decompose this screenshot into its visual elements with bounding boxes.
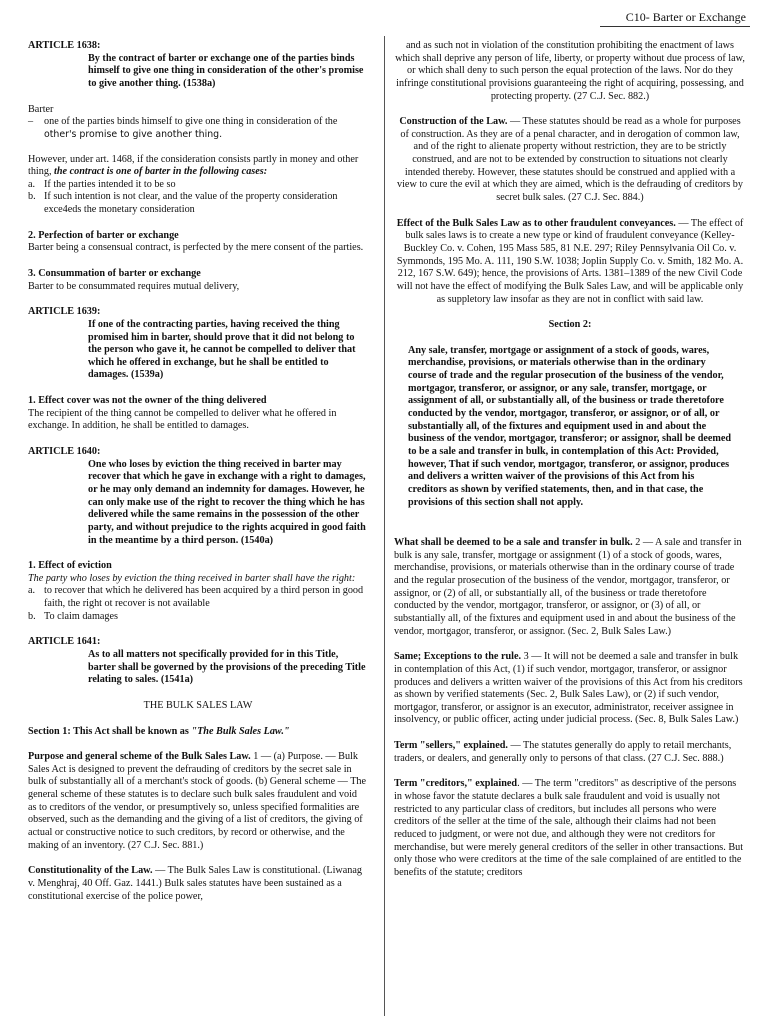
effect-cover-section [28, 395, 368, 433]
list-marker: b. [28, 191, 36, 203]
left-column [28, 40, 368, 903]
constitutionality-title: Constitutionality of the Law. [28, 865, 153, 877]
article-body: By the contract of barter or exchange one of the parties binds himself to give one thing in consideration of the other's promise to give another thing. (1538a) [88, 52, 364, 89]
article-1639 [28, 306, 368, 382]
article-1641 [28, 636, 368, 687]
eviction-body: The party who loses by eviction the thing received in barter shall have the right: [28, 572, 356, 584]
effect-paragraph [394, 218, 746, 306]
article-title: ARTICLE 1638: [28, 40, 101, 51]
purpose-title: Purpose and general scheme of the Bulk Sales Law. [28, 751, 251, 763]
continued-paragraph: and as such not in violation of the constitution prohibiting the enactment of laws which shall deprive any person of life, liberty, or property without due process of law, or which shall deny to such person the equal protection of the laws. Nor do they infringe constitutional provisions guaranteeing the right of acquiring, possessing, and protecting property. (27 C.J. Sec. 882.) [395, 40, 745, 102]
creditors-title: Term "creditors," explained [394, 778, 518, 790]
what-shall-body: 2 — A sale and transfer in bulk is any sale, transfer, mortgage or assignment (1) of a stock of goods, wares, merchandise, provisions, or materials otherwise than in the ordinary course of trade and the regular prosecution of the business of the vendor, mortgagor, transferor, or assignor, or (2) of all, or substantially all, of the business or trade theretofore conducted by the vendor, mortgagor, transferor, or assignor, or (3) of all, or substantially all, of the fixtures and equipment used in and about the business of the vendor, mortgagor, transferor, or assignor. (Sec. 2, Bulk Sales Law.) [394, 537, 742, 637]
perfection-body: Barter being a consensual contract, is perfected by the mere consent of the parties. [28, 242, 364, 254]
article-body: If one of the contracting parties, having received the thing promised him in barter, should prove that it did not belong to the person who gave it, he cannot be compelled to deliver that which he offered in exchange, but he shall be entitled to damages. (1539a) [88, 318, 356, 381]
effect-cover-body: The recipient of the thing cannot be compelled to deliver what he offered in exchange. In addition, he shall be entitled to damages. [28, 407, 337, 432]
list-item [28, 585, 368, 610]
page-header-title: C10- Barter or Exchange [625, 10, 746, 24]
constitutionality-paragraph [28, 865, 368, 903]
construction-paragraph [394, 116, 746, 204]
purpose-paragraph [28, 751, 368, 852]
section-1-name: "The Bulk Sales Law." [191, 725, 290, 737]
consummation-section [28, 268, 368, 293]
creditors-body: . — The term "creditors" as descriptive of the persons in whose favor the statute declares a bulk sale fraudulent and void is usually not restricted to any particular class of creditors, but includes all persons who were creditors of the seller at the time of the sale, although their claims had not been reduced to judgment, or were not due, and although they were not creditors for merchandise, but were merely general creditors of the seller in other transactions. But only those who were creditors at the time of the sale complained of are entitled to the benefits of the statute; creditors [394, 778, 744, 878]
right-column [394, 40, 746, 880]
list-text: If such intention is not clear, and the value of the property consideration exce4eds the monetary consideration [44, 191, 338, 216]
effect-cover-title: 1. Effect cover was not the owner of the thing delivered [28, 395, 267, 407]
however-emphasis: the contract is one of barter in the following cases: [54, 166, 268, 178]
exceptions-title: Same; Exceptions to the rule. [394, 651, 522, 663]
sellers-body: — The statutes generally do apply to retail merchants, traders, or dealers, and generally only to persons of that class. (27 C.J. Sec. 888.) [394, 740, 732, 764]
list-marker: b. [28, 610, 36, 622]
construction-title: Construction of the Law. [399, 116, 508, 128]
article-body: As to all matters not specifically provided for in this Title, barter shall be governed by the provisions of the preceding Title relating to sales. (1541a) [88, 649, 366, 686]
list-item [28, 611, 368, 624]
effect-title: Effect of the Bulk Sales Law as to other fraudulent conveyances. [396, 217, 676, 229]
bulk-sales-law-title: THE BULK SALES LAW [143, 699, 253, 711]
article-1640 [28, 446, 368, 547]
eviction-title: 1. Effect of eviction [28, 560, 112, 572]
list-item [28, 191, 368, 216]
purpose-body: 1 — (a) Purpose. — Bulk Sales Act is designed to prevent the defrauding of creditors by the secret sale in bulk of substantially all of a merchant's stock of goods. (b) General scheme — The general scheme of these statutes is to declare such bulk sales fraudulent and void as to creditors of the vendor, or presumptively so, unless specified formalities are observed, such as the demanding and the giving of a list of creditors, the giving of actual or constructive notice to such creditors, by record or otherwise, and the making of an inventory. (27 C.J. Sec. 881.) [28, 751, 367, 851]
list-text: To claim damages [44, 610, 118, 622]
list-marker: a. [28, 585, 36, 597]
eviction-section [28, 560, 368, 623]
barter-def-text: one of the parties binds himself to give one thing in consideration of the [44, 116, 338, 128]
section-1 [28, 726, 368, 739]
article-1638 [28, 40, 368, 91]
consummation-title: 3. Consummation of barter or exchange [28, 267, 201, 279]
list-marker: a. [28, 178, 36, 190]
effect-body: — The effect of bulk sales laws is to create a new type or kind of fraudulent conveyance (Kelley-Buckley Co. v. Cohen, 195 Mass 585, 81 N.E. 297; Riley Pennsylvania Oil Co. v. Symmonds, 195 Mo. A. 111, 190 S.W. 1038; Joplin Supply Co. v. Smith, 182 Mo. A. 212, 167 S.W. 649); hence, the provisions of Arts. 1381–1389 of the new Civil Code will not have the effect of modifying the Bulk Sales Law, and will be applicable only as suppletory law insofar as they are not in conflict with said law. [396, 217, 744, 305]
section-1-lead: Section 1: This Act shall be known as [28, 725, 189, 737]
consummation-body: Barter to be consummated requires mutual delivery, [28, 280, 240, 292]
article-body: One who loses by eviction the thing received in barter may recover that which he gave in exchange with a right to damages, or he may only demand an indemnity for damages. However, he can only make use of the right to recover the thing which he has delivered while the same remains in the possession of the other party, and without prejudice to the rights acquired in good faith in the meantime by a third person. (1540a) [88, 458, 366, 546]
dash-marker: – [28, 116, 34, 128]
list-item [28, 179, 368, 192]
list-text: to recover that which he delivered has been acquired by a third person in good faith, the right ot recover is not available [44, 585, 364, 610]
exceptions-paragraph [394, 651, 746, 727]
section-2-title: Section 2: [548, 319, 592, 331]
constitutionality-body: — The Bulk Sales Law is constitutional. (Liwanag v. Menghraj, 40 Off. Gaz. 1441.) Bulk sales statutes have been sustained as a constitutional exercise of the police power, [28, 865, 363, 902]
however-lead: However, under art. 1468, if the consideration consists partly in money and other thing, [28, 153, 359, 178]
however-text [28, 154, 368, 179]
barter-definition [28, 104, 368, 141]
creditors-paragraph [394, 778, 746, 879]
what-shall-paragraph [394, 537, 746, 638]
construction-body: — These statutes should be read as a whole for purposes of construction. As they are of a penal character, and in derogation of common law, and of the right to alienate property without restriction, they are to be strictly construed, and are not to be extended by construction to situations not clearly intended thereby. However, these statutes should be construed and applied with a view to cure the evil at which they are aimed, which is the defrauding of creditors by secret bulk sales. (27 C.J. Sec. 884.) [397, 116, 743, 204]
article-title: ARTICLE 1641: [28, 636, 101, 648]
article-title: ARTICLE 1639: [28, 306, 101, 318]
sellers-paragraph [394, 740, 746, 765]
column-divider [384, 36, 385, 1016]
what-shall-title: What shall be deemed to be a sale and transfer in bulk. [394, 537, 633, 549]
perfection-title: 2. Perfection of barter or exchange [28, 229, 179, 241]
exceptions-body: 3 — It will not be deemed a sale and transfer in bulk in contemplation of this Act, (1) if such vendor, mortgagor, transferor, or assignor produces and delivers a written waiver of the provisions of this Act from his creditors as shown by verified statements (Sec. 2, Bulk Sales Law), or (2) if such vendor, mortgagor, transferor, or assignor is an executor, administrator, receiver assignee in insolvency, or public officer, acting under judicial process. (Sec. 8, Bulk Sales Law.) [394, 651, 743, 726]
barter-heading: Barter [28, 103, 54, 115]
header-rule [600, 26, 750, 27]
however-paragraph [28, 154, 368, 217]
perfection-section [28, 230, 368, 255]
section-2-body: Any sale, transfer, mortgage or assignment of a stock of goods, wares, merchandise, provisions, or materials otherwise than in the ordinary course of trade and the regular prosecution of the business of the vendor, mortgagor, transferor, or assignor, or any sale, transfer, mortgage, or assignment of all, or substantially all, of the business or trade theretofore conducted by the vendor, mortgagor, transferor, or assignor, or of all, or substantially all, of the fixtures and equipment used in and about the business of the vendor, mortgagor, transferor; or assignor, shall be deemed to be a sale and transfer in bulk, in contemplation of this Act: Provided, however, That if such vendor, mortgagor, transferor, or assignor, produces and delivers a written waiver of the provisions of this Act from his creditors as shown by verified statements, then, and in that case, the provisions of this section shall not apply. [408, 344, 732, 508]
article-title: ARTICLE 1640: [28, 446, 101, 458]
barter-def-handwritten: other's promise to give another thing. [44, 128, 223, 140]
sellers-title: Term "sellers," explained. [394, 740, 508, 752]
barter-def-line [28, 116, 368, 129]
list-text: If the parties intended it to be so [44, 178, 176, 190]
